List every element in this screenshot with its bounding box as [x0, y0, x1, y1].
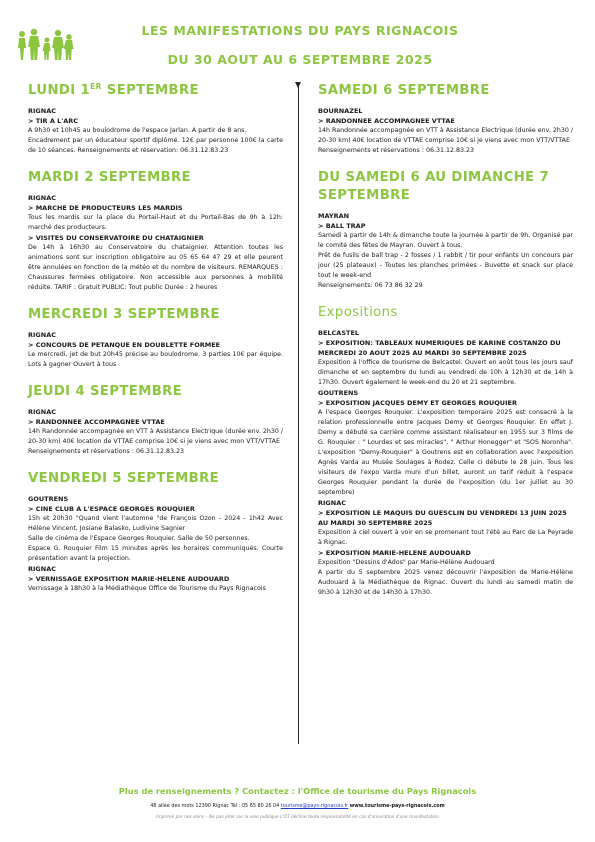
location-rignac: RIGNAC	[318, 499, 346, 507]
left-column	[28, 82, 283, 607]
event-description: 14h Randonnée accompagnée en VTT à Assistance Electrique (durée env. 2h30 / 20-30 km) 40€ location de VTTAE comprise 10€ si je viens avec mon VTT/VTTAE	[318, 127, 573, 144]
event-description: Vernissage à 18h30 à la Médiathèque Office de Tourisme du Pays Rignacois	[28, 585, 266, 592]
event-description: Prêt de fusils de ball trap - 2 fosses / 1 rabbit / tir pour enfants Un concours par jour (25 plateaux) - Toutes les planches primées - Buvette et snack sur place tout le week-end	[318, 252, 573, 279]
event-title-demy-rouquier: > EXPOSITION JACQUES DEMY ET GEORGES ROUQUIER	[318, 399, 517, 407]
event-description: 14h Randonnée accompagnée en VTT à Assistance Electrique (durée env. 2h30 / 20-30 km) 40€ location de VTTAE comprise 10€ si je viens avec mon VTT/VTTAE	[28, 428, 283, 445]
event-title-tir-arc: > TIR A L'ARC	[28, 117, 79, 125]
event-title-vernissage: > VERNISSAGE EXPOSITION MARIE-HELENE AUDOUARD	[28, 575, 230, 583]
day-heading-mardi: MARDI 2 SEPTEMBRE	[28, 170, 192, 185]
event-title-cine-club: > CINE CLUB A L'ESPACE GEORGES ROUQUIER	[28, 505, 195, 513]
section-mercredi	[28, 306, 283, 370]
event-title-petanque: > CONCOURS DE PETANQUE EN DOUBLETTE FORMEE	[28, 341, 221, 349]
event-description: Salle de cinéma de l'Espace Georges Rouquier. Salle de 50 personnes.	[28, 535, 250, 542]
column-divider	[298, 84, 299, 744]
event-description: Exposition à ciel ouvert à voir en se promenant tout l'été au Parc de La Peyrade à Rignac.	[318, 529, 573, 546]
event-description: A l'espace Georges Rouquier. L'exposition temporaire 2025 est consacré à la relation professionnelle entre Jacques Demy et Georges Rouquier. En effet J. Demy a débuté sa carrière comme assistant réalisateur en 1955 sur 3 films de G. Rouquier : " Lourdes et ses miracles", " Arthur Honegger" et "SOS Noronha". L'exposition "Demy-Rouquier" à Goutrens est en collaboration avec l'exposition Agnès Varda au Musée Soulages à Rodez. Celle ci débute le 28 juin. Tous les visiteurs de l'expo Varda muni d'un billet, auront un tarif réduit à l'espace Georges Rouquier pendant la durée de l'exposition (du 1er juillet au 30 septembre)	[318, 409, 573, 496]
section-mardi	[28, 169, 283, 293]
event-description: Samedi à partir de 14h & dimanche toute la journée à partir de 9h. Organisé par le comité des fêtes de Mayran. Ouvert à tous.	[318, 232, 573, 249]
day-heading-lundi: LUNDI 1ER SEPTEMBRE	[28, 82, 199, 98]
event-description: Espace G. Rouquier Film 15 minutes après les horaires communiqués. Courte présentation avant la projection.	[28, 545, 283, 562]
event-title-costanzo: > EXPOSITION: TABLEAUX NUMERIQUES DE KARINE COSTANZO DU MERCREDI 20 AOUT 2025 AU MARDI 30 SEPTEMBRE 2025	[318, 339, 561, 357]
event-description: Tous les mardis sur la place du Portail-Haut et du Portail-Bas de 9h à 12h: marché des producteurs.	[28, 214, 283, 231]
location-mayran: MAYRAN	[318, 212, 350, 220]
footer-headline: Plus de renseignements ? Contactez : l'Office de tourisme du Pays Rignacois	[118, 786, 477, 796]
day-heading-vendredi: VENDREDI 5 SEPTEMBRE	[28, 471, 220, 486]
event-description: Encadrement par un éducateur sportif diplômé. 12€ par personne 100€ la carte de 10 séances. Renseignements et réservation: 06.31.12.83.23	[28, 137, 283, 154]
heading-expositions: Expositions	[318, 305, 398, 320]
day-heading-samedi: SAMEDI 6 SEPTEMBRE	[318, 83, 490, 98]
event-description: Renseignements et réservations : 06.31.12.83.23	[28, 448, 185, 455]
section-samedi	[318, 82, 573, 156]
website-link[interactable]: www.tourisme-pays-rignacois.com	[349, 803, 445, 809]
email-link[interactable]: tourisme@pays-rignacois.fr	[280, 803, 349, 809]
location-goutrens: GOUTRENS	[318, 389, 359, 397]
event-title-marche: > MARCHE DE PRODUCTEURS LES MARDIS	[28, 204, 183, 212]
event-title-ball-trap: > BALL TRAP	[318, 222, 366, 230]
location-goutrens: GOUTRENS	[28, 495, 69, 503]
section-lundi	[28, 82, 283, 156]
event-description: De 14h à 16h30 au Conservatoire du chataignier. Attention toutes les animations sont sur inscription obligatoire au 05 65 64 47 29 et elle peurent être annulées en fonction de la météo et du nombre de visiteurs. REMARQUES : Chaussures fermées obligatoire. Non accessible aux personnes à mobilité réduite. TARIF : Gratuit PUBLIC: Tout public Durée : 2 heures	[28, 244, 283, 291]
location-rignac: RIGNAC	[28, 408, 56, 416]
event-title-randonnee: > RANDONNEE ACCOMPAGNEE VTTAE	[318, 117, 455, 125]
location-rignac: RIGNAC	[28, 194, 56, 202]
section-jeudi	[28, 383, 283, 457]
event-description: Exposition à l'office de tourisme de Belcastel. Ouvert en août tous les jours sauf dimanche et en septembre du lundi au vendredi de 10h à 12h30 et de 14h à 17h30. Ouvert également le week-end du 20 et 21 septembre.	[318, 359, 573, 386]
location-bournazel: BOURNAZEL	[318, 107, 363, 115]
day-heading-mercredi: MERCREDI 3 SEPTEMBRE	[28, 307, 220, 322]
page-title: LES MANIFESTATIONS DU PAYS RIGNACOIS	[141, 23, 459, 38]
event-description: Renseignements et réservations : 06.31.12.83.23	[318, 147, 475, 154]
footer-notice: Imprimé par nos soins – Ne pas jeter sur la voie publique L'OT décline toute responsabilité en cas d'annulation d'une manifestation	[156, 815, 439, 820]
address-text: 48 allée des mots 12390 Rignac Tél : 05 65 80 26 04	[150, 803, 281, 809]
location-belcastel: BELCASTEL	[318, 329, 360, 337]
event-description: 15h et 20h30 "Quand vient l'automne "de François Ozon - 2024 - 1h42 Avec Hélène Vincent, Josiane Balasko, Ludivine Sagnier	[28, 515, 283, 532]
page-subtitle-dates: DU 30 AOUT AU 6 SEPTEMBRE 2025	[167, 52, 433, 67]
location-rignac: RIGNAC	[28, 107, 56, 115]
event-title-chataignier: > VISITES DU CONSERVATOIRE DU CHATAIGNIER	[28, 234, 204, 242]
event-title-randonnee: > RANDONNEE ACCOMPAGNEE VTTAE	[28, 418, 165, 426]
section-expositions	[318, 304, 573, 598]
event-description: Le mercredi, jet de but 20h45 précise au boulodrome. 3 parties 10€ par équipe. Lots à gagner Ouvert à tous	[28, 351, 283, 368]
family-silhouette-icon	[14, 28, 76, 62]
event-title-audouard: > EXPOSITION MARIE-HELENE AUDOUARD	[318, 549, 471, 557]
location-rignac: RIGNAC	[28, 565, 56, 573]
event-description: A 9h30 et 10h45 au boulodrome de l'espace Jarlan. A partir de 8 ans.	[28, 127, 247, 134]
day-heading-jeudi: JEUDI 4 SEPTEMBRE	[28, 384, 183, 399]
right-column	[318, 82, 573, 611]
event-description: A partir du 5 septembre 2025 venez découvrir l'exposition de Marie-Hélène Audouard à la Médiathèque de Rignac. Ouvert du lundi au samedi matin de 9h30 à 12h30 et de 14h30 à 17h30.	[318, 569, 573, 596]
day-heading-samedi-dimanche: DU SAMEDI 6 AU DIMANCHE 7 SEPTEMBRE	[318, 170, 550, 203]
section-vendredi	[28, 470, 283, 594]
event-description: Renseignements: 06 73 86 32 29	[318, 282, 423, 289]
section-samedi-dimanche	[318, 169, 573, 291]
location-rignac: RIGNAC	[28, 331, 56, 339]
event-title-maquis: > EXPOSITION LE MAQUIS DU GUESCLIN DU VENDREDI 13 JUIN 2025 AU MARDI 30 SEPTEMBRE 2025	[318, 509, 567, 527]
event-description: Exposition "Dessins d'Ados" par Marie-Hélène Audouard	[318, 559, 495, 566]
footer-address	[0, 802, 595, 810]
